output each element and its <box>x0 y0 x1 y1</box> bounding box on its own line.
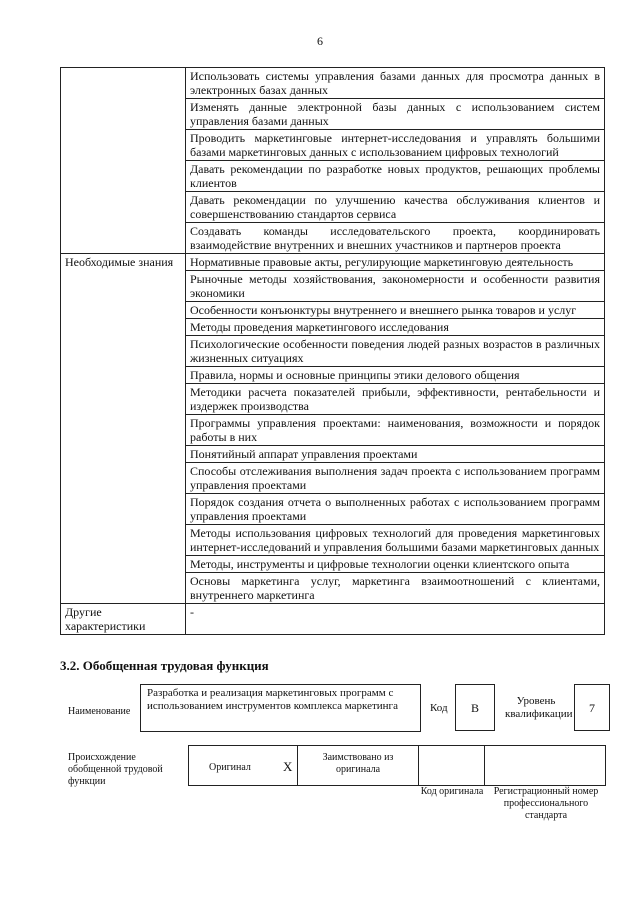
original-mark: X <box>283 759 293 774</box>
table-cell: Основы маркетинга услуг, маркетинга взаимоотношений с клиентами, внутреннего маркетинга <box>186 573 605 604</box>
skills-label-cell <box>61 68 186 254</box>
other-characteristics-label: Другие характеристики <box>61 604 186 635</box>
divider <box>297 746 298 785</box>
reg-number-label: Регистрационный номер профессионального стандарта <box>493 786 599 821</box>
table-cell: Порядок создания отчета о выполненных работах с использованием программ управления проектами <box>186 494 605 525</box>
table-cell: Методики расчета показателей прибыли, эффективности, рентабельности и издержек производства <box>186 384 605 415</box>
code-value-box <box>455 684 495 731</box>
table-cell: Особенности конъюнктуры внутреннего и внешнего рынка товаров и услуг <box>186 302 605 319</box>
origin-table <box>188 745 606 786</box>
table-row <box>61 68 605 99</box>
table-cell: Программы управления проектами: наименования, возможности и порядок работы в них <box>186 415 605 446</box>
name-value: Разработка и реализация маркетинговых программ с использованием инструментов комплекса маркетинга <box>147 687 398 712</box>
table-cell: Рыночные методы хозяйствования, закономерности и особенности развития экономики <box>186 271 605 302</box>
borrowed-label: Заимствовано из оригинала <box>322 752 394 775</box>
table-cell: Психологические особенности поведения людей разных возрастов в различных жизненных ситуациях <box>186 336 605 367</box>
table-row <box>61 604 605 635</box>
level-label: Уровень квалификации <box>505 695 573 720</box>
divider <box>418 746 419 785</box>
table-cell: Методы проведения маркетингового исследования <box>186 319 605 336</box>
table-cell: Давать рекомендации по улучшению качества обслуживания клиентов и совершенствованию стандартов сервиса <box>186 192 605 223</box>
code-label: Код <box>430 702 448 714</box>
table-cell: Понятийный аппарат управления проектами <box>186 446 605 463</box>
table-cell: Методы использования цифровых технологий для проведения маркетинговых интернет-исследований и управления большими базами маркетинговых данных <box>186 525 605 556</box>
section-heading: 3.2. Обобщенная трудовая функция <box>60 658 269 673</box>
name-value-box <box>140 684 421 732</box>
table-cell: Методы, инструменты и цифровые технологии оценки клиентского опыта <box>186 556 605 573</box>
table-cell: Правила, нормы и основные принципы этики делового общения <box>186 367 605 384</box>
table-cell: Создавать команды исследовательского проекта, координировать взаимодействие внутренних и внешних участников и партнеров проекта <box>186 223 605 254</box>
code-original-label: Код оригинала <box>420 786 484 797</box>
table-cell: Нормативные правовые акты, регулирующие маркетинговую деятельность <box>186 254 605 271</box>
origin-label: Происхождение обобщенной трудовой функции <box>68 752 163 787</box>
divider <box>484 746 485 785</box>
original-label: Оригинал <box>209 762 251 773</box>
code-value: B <box>470 701 479 715</box>
table-cell: Способы отслеживания выполнения задач проекта с использованием программ управления проектами <box>186 463 605 494</box>
other-characteristics-value: - <box>186 604 605 635</box>
table-row <box>61 254 605 271</box>
table-cell: Давать рекомендации по разработке новых продуктов, решающих проблемы клиентов <box>186 161 605 192</box>
table-cell: Проводить маркетинговые интернет-исследования и управлять большими базами маркетинговых данных с использованием цифровых технологий <box>186 130 605 161</box>
table-cell: Использовать системы управления базами данных для просмотра данных в электронных базах данных <box>186 68 605 99</box>
skills-knowledge-table <box>60 67 605 635</box>
level-value: 7 <box>589 701 595 715</box>
name-label: Наименование <box>68 706 131 717</box>
knowledge-label: Необходимые знания <box>61 254 186 604</box>
page-number: 6 <box>317 34 323 48</box>
table-cell: Изменять данные электронной базы данных с использованием систем управления базами данных <box>186 99 605 130</box>
level-value-box <box>574 684 610 731</box>
